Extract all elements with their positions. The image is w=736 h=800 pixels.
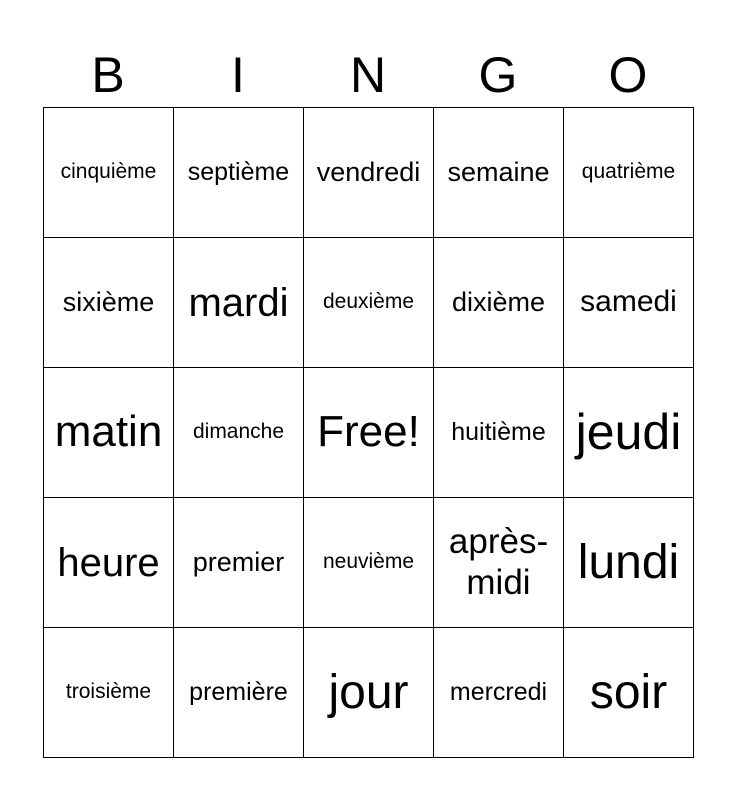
bingo-cell[interactable]: vendredi xyxy=(304,108,434,238)
bingo-cell[interactable]: jeudi xyxy=(564,368,694,498)
bingo-cell[interactable]: huitième xyxy=(434,368,564,498)
bingo-board xyxy=(43,107,694,758)
bingo-cell[interactable]: dimanche xyxy=(174,368,304,498)
bingo-cell[interactable]: septième xyxy=(174,108,304,238)
bingo-cell[interactable]: semaine xyxy=(434,108,564,238)
bingo-cell[interactable]: mercredi xyxy=(434,628,564,758)
free-space-cell[interactable]: Free! xyxy=(304,368,434,498)
bingo-cell[interactable]: quatrième xyxy=(564,108,694,238)
bingo-cell[interactable]: heure xyxy=(44,498,174,628)
bingo-cell[interactable]: cinquième xyxy=(44,108,174,238)
bingo-cell[interactable]: jour xyxy=(304,628,434,758)
bingo-cell[interactable]: samedi xyxy=(564,238,694,368)
bingo-cell[interactable]: troisième xyxy=(44,628,174,758)
bingo-cell[interactable]: neuvième xyxy=(304,498,434,628)
bingo-cell[interactable]: premier xyxy=(174,498,304,628)
header-letter-n: N xyxy=(349,47,387,103)
bingo-header xyxy=(43,44,693,106)
bingo-cell[interactable]: deuxième xyxy=(304,238,434,368)
header-letter-o: O xyxy=(608,47,648,103)
bingo-cell[interactable]: matin xyxy=(44,368,174,498)
header-letter-b: B xyxy=(91,47,125,103)
bingo-cell[interactable]: mardi xyxy=(174,238,304,368)
bingo-cell[interactable]: lundi xyxy=(564,498,694,628)
bingo-cell[interactable]: dixième xyxy=(434,238,564,368)
header-letter-i: I xyxy=(231,47,245,103)
bingo-cell[interactable]: sixième xyxy=(44,238,174,368)
bingo-cell[interactable]: première xyxy=(174,628,304,758)
bingo-cell[interactable]: après-midi xyxy=(434,498,564,628)
bingo-cell[interactable]: soir xyxy=(564,628,694,758)
header-letter-g: G xyxy=(478,47,518,103)
